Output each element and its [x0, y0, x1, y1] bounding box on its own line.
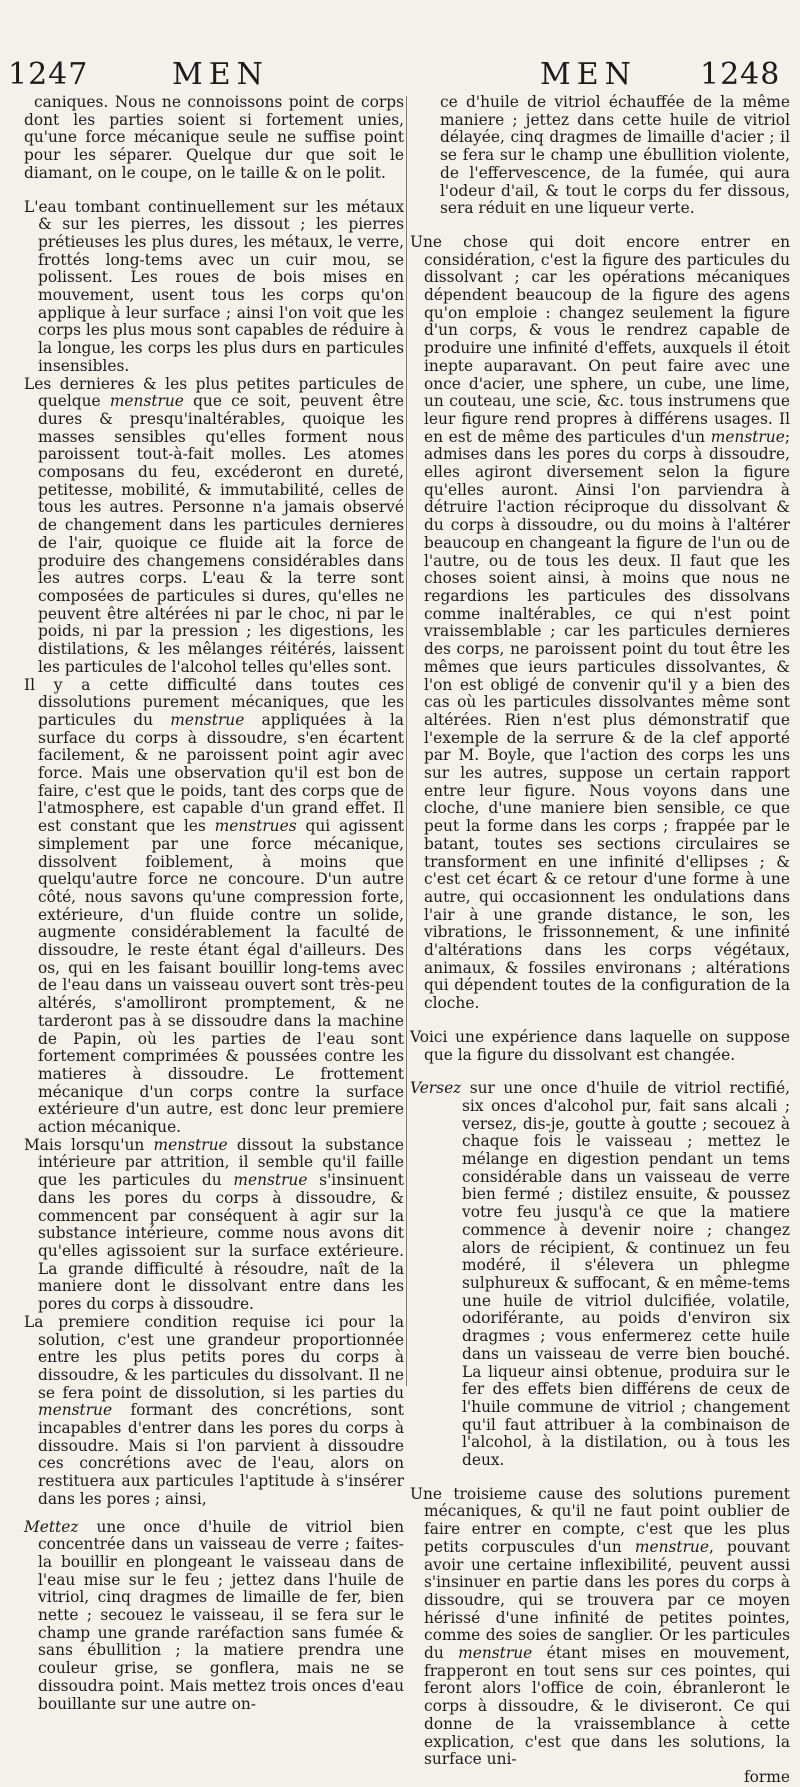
left-page-number: 1247: [8, 57, 89, 92]
left-column: [24, 94, 404, 1713]
paragraph: L'eau tombant continuellement sur les métaux & sur les pierres, les dissout ; les pierres prétieuses les plus dures, les métaux, le verre, frottés long-tems avec un cuir mou, se polissent. Les roues de bois mises en mouvement, usent tous les corps qu'on applique à leur surface ; ainsi l'on voit que les corps les plus mous sont capables de réduire à la longue, les corps les plus durs en particules insensibles.: [24, 197, 404, 375]
paragraph: caniques. Nous ne connoissons point de corps dont les parties soient si fortement unies, qu'une force mécanique seule ne suffise point pour les séparer. Quelque dur que soit le diamant, on le coupe, on le taille & on le polit.: [24, 93, 404, 182]
catchword: forme: [743, 1767, 790, 1786]
recipe-paragraph: Mettez une once d'huile de vitriol bien concentrée dans un vaisseau de verre ; faites-la bouillir en plongeant le vaisseau dans de l'eau mise sur le feu ; jettez dans l'huile de vitriol, cinq dragmes de limaille de fer, bien nette ; secouez le vaisseau, il se fera sur le champ une grande raréfaction sans fumée & sans ébullition ; la matiere prendra une couleur grise, se gonflera, mais ne se dissoudra point. Mais mettez trois onces d'eau bouillante sur une autre on-: [24, 1517, 404, 1713]
recipe-paragraph: Versez sur une once d'huile de vitriol rectifié, six onces d'alcohol pur, fait sans alcali ; versez, dis-je, goutte à goutte ; secouez à chaque fois le vaisseau ; mettez le mélange en digestion pendant un tems considérable dans un vaisseau de verre bien fermé ; distilez ensuite, & poussez votre feu jusqu'à ce que la matiere commence à devenir noire ; changez alors de récipient, & continuez un feu modéré, il s'élevera un phlegme sulphureux & suffocant, & en même-tems une huile de vitriol dulcifiée, volatile, odoriférante, au poids d'environ six dragmes ; vous enfermerez cette huile dans un vaisseau de verre bien bouché. La liqueur ainsi obtenue, produira sur le fer des effets bien différens de ceux de l'huile commune de vitriol ; changement qu'il faut attribuer à la combinaison de l'alcohol, à la distilation, ou à tous les deux.: [410, 1079, 790, 1470]
right-page-number: 1248: [700, 57, 781, 92]
paragraph: Une troisieme cause des solutions purement mécaniques, & qu'il ne faut point oublier de faire entrer en compte, c'est que les plus petits corpuscules d'un menstrue, pouvant avoir une certaine inflexibilité, peuvent aussi s'insinuer en partie dans les pores du corps à dissoudre, qui se trouvera par ce moyen hérissé d'une infinité de petites pointes, comme des soies de sanglier. Or les particules du menstrue étant mises en mouvement, frapperont en tout sens sur ces pointes, qui feront alors l'office de coin, ébranleront le corps à dissoudre, & le diviseront. Ce qui donne de la vraissemblance à cette explication, c'est que dans les solutions, la surface uni-: [410, 1484, 790, 1769]
right-running-head: MEN: [540, 57, 637, 92]
paragraph: La premiere condition requise ici pour la solution, c'est une grandeur proportionnée entre les plus petits pores du corps à dissoudre, & les particules du dissolvant. Il ne se fera point de dissolution, si les parties du menstrue formant des concrétions, sont incapables d'entrer dans les pores du corps à dissoudre. Mais si l'on parvient à dissoudre ces concrétions avec de l'eau, alors on restituera aux particules l'aptitude à s'insérer dans les pores ; ainsi,: [24, 1312, 404, 1508]
right-column: [410, 94, 790, 1787]
paragraph: Une chose qui doit encore entrer en considération, c'est la figure des particules du dissolvant ; car les opérations mécaniques dépendent beaucoup de la figure des agens qu'on emploie : changez seulement la figure d'un corps, & vous le rendrez capable de produire une infinité d'effets, auxquels il étoit inepte auparavant. On peut faire avec une once d'acier, une sphere, un cube, une lime, un couteau, une scie, &c. tous instrumens que leur figure rend propres à différens usages. Il en est de même des particules d'un menstrue; admises dans les pores du corps à dissoudre, elles agiront diversement selon la figure qu'elles auront. Ainsi l'on parviendra à détruire l'action réciproque du dissolvant & du corps à dissoudre, ou du moins à l'altérer beaucoup en changeant la figure de l'un ou de l'autre, ou de tous les deux. Il faut que les choses soient ainsi, à moins que nous ne regardions les particules des dissolvans comme inaltérables, ce qui n'est point vraissemblable ; car les particules dernieres des corps, ne paroissent point du tout être les mêmes que ieurs particules dissolvantes, & l'on est obligé de convenir qu'il y a bien des cas où les particules dissolvantes même sont altérées. Rien n'est plus démonstratif que l'exemple de la serrure & de la clef apporté par M. Boyle, que l'action des corps les uns sur les autres, suppose un certain rapport entre leur figure. Nous voyons dans une cloche, d'une maniere bien sensible, ce que peut la forme dans les corps ; frappée par le batant, toutes ses sections circulaires se transforment en une infinité d'ellipses ; & c'est cet écart & ce retour d'une forme à une autre, qui occasionnent les ondulations dans l'air à une grande distance, le son, les vibrations, le frissonnement, & une infinité d'altérations dans les corps végétaux, animaux, & fossiles environans ; altérations qui dépendent toutes de la configuration de la cloche.: [410, 232, 790, 1013]
paragraph: Les dernieres & les plus petites particules de quelque menstrue que ce soit, peuvent être dures & presqu'inaltérables, quoique les masses sensibles qu'elles forment nous paroissent tout-à-fait molles. Les atomes composans du feu, excéderont en dureté, petitesse, mobilité, & immutabilité, celles de tous les autres. Personne n'a jamais observé de changement dans les particules dernieres de l'air, quoique ce fluide ait la force de produire des changemens considérables dans les autres corps. L'eau & la terre sont composées de particules si dures, qu'elles ne peuvent être altérées ni par le choc, ni par le poids, ni par la pression ; les digestions, les distilations, & les mêlanges réitérés, laissent les particules de l'alcohol telles qu'elles sont.: [24, 374, 404, 676]
column-divider: [406, 96, 407, 1386]
paragraph: Mais lorsqu'un menstrue dissout la substance intérieure par attrition, il semble qu'il faille que les particules du menstrue s'insinuent dans les pores du corps à dissoudre, & commencent par conséquent à agir sur la substance intérieure, comme nous avons dit qu'elles agissoient sur la surface extérieure. La grande difficulté à résoudre, naît de la maniere dont le dissolvant entre dans les pores du corps à dissoudre.: [24, 1135, 404, 1314]
paragraph: ce d'huile de vitriol échauffée de la même maniere ; jettez dans cette huile de vitriol délayée, cinq dragmes de limaille d'acier ; il se fera sur le champ une ébullition violente, de l'effervescence, de la fumée, qui aura l'odeur d'ail, & tout le corps du fer dissous, sera réduit en une liqueur verte.: [440, 93, 790, 218]
paragraph: Il y a cette difficulté dans toutes ces dissolutions purement mécaniques, que les particules du menstrue appliquées à la surface du corps à dissoudre, s'en écartent facilement, & ne paroissent point agir avec force. Mais une observation qu'il est bon de faire, c'est que le poids, tant des corps que de l'atmosphere, est capable d'un grand effet. Il est constant que les menstrues qui agissent simplement par une force mécanique, dissolvent foiblement, à moins que quelqu'autre force ne concoure. D'un autre côté, nous savons qu'une compression forte, extérieure, d'un fluide contre un solide, augmente considérablement la faculté de dissoudre, le reste étant égal d'ailleurs. Des os, qui en les faisant bouillir long-tems avec de l'eau dans un vaisseau ouvert sont très-peu altérés, s'amolliront promptement, & ne tarderont pas à se dissoudre dans la machine de Papin, où les parties de l'eau sont fortement comprimées & poussées contre les matieres à dissoudre. Le frottement mécanique d'un corps contre la surface extérieure d'un autre, est donc leur premiere action mécanique.: [24, 675, 404, 1137]
left-running-head: MEN: [172, 57, 269, 92]
paragraph: Voici une expérience dans laquelle on suppose que la figure du dissolvant est changée.: [410, 1027, 790, 1064]
